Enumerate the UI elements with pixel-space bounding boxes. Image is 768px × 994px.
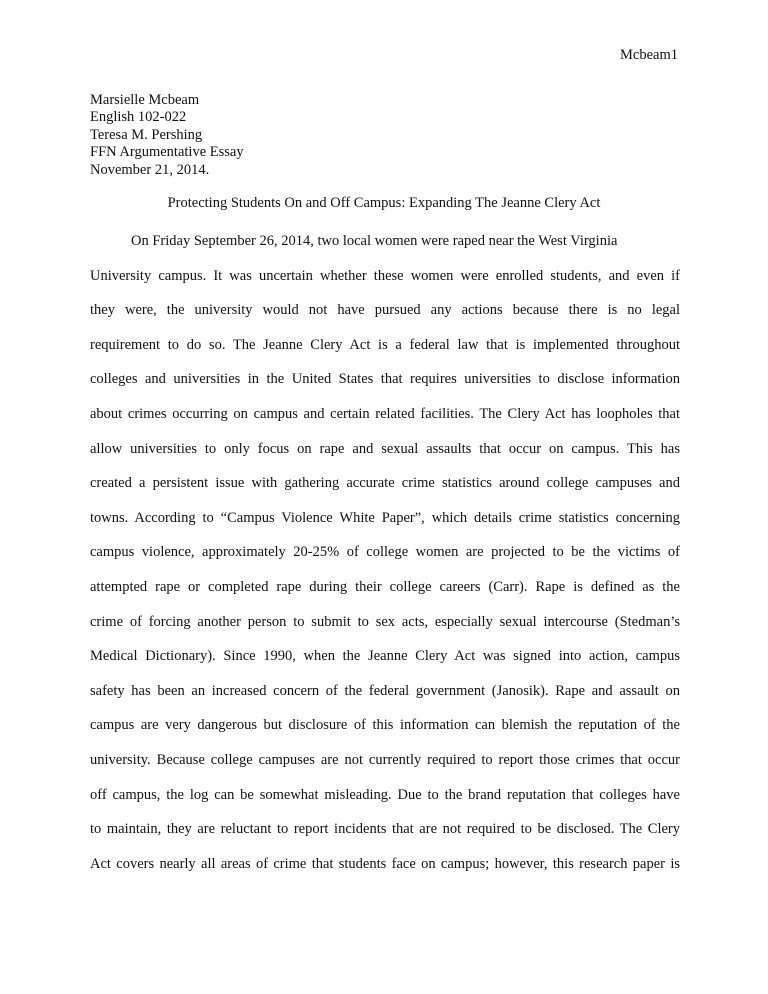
body-line: requirement to do so. The Jeanne Clery Act is a federal law that is implemented throughout xyxy=(90,336,680,353)
body-line: crime of forcing another person to submit to sex acts, especially sexual intercourse (Stedman’s xyxy=(90,613,680,630)
body-line: University campus. It was uncertain whether these women were enrolled students, and even if xyxy=(90,267,680,284)
body-line: colleges and universities in the United States that requires universities to disclose information xyxy=(90,371,680,388)
body-line: towns. According to “Campus Violence White Paper”, which details crime statistics concerning xyxy=(90,509,680,526)
essay-date: November 21, 2014. xyxy=(90,161,210,178)
body-paragraph xyxy=(90,232,680,889)
body-line: created a persistent issue with gathering accurate crime statistics around college campuses and xyxy=(90,475,680,492)
body-line: campus are very dangerous but disclosure of this information can blemish the reputation of the xyxy=(90,717,680,734)
body-line: about crimes occurring on campus and certain related facilities. The Clery Act has loopholes that xyxy=(90,405,680,422)
body-line: to maintain, they are reluctant to report incidents that are not required to be disclosed. The Clery xyxy=(90,821,680,838)
body-line: Medical Dictionary). Since 1990, when the Jeanne Clery Act was signed into action, campus xyxy=(90,648,680,665)
course-name: English 102-022 xyxy=(90,109,187,126)
body-line: Act covers nearly all areas of crime that students face on campus; however, this research paper is xyxy=(90,855,680,872)
body-line: off campus, the log can be somewhat misleading. Due to the brand reputation that colleges have xyxy=(90,786,680,803)
body-line: they were, the university would not have pursued any actions because there is no legal xyxy=(90,302,680,319)
body-line: On Friday September 26, 2014, two local women were raped near the West Virginia xyxy=(131,233,618,249)
instructor-name: Teresa M. Pershing xyxy=(90,126,203,143)
body-line: university. Because college campuses are not currently required to report those crimes that occur xyxy=(90,751,680,768)
body-line: allow universities to only focus on rape and sexual assaults that occur on campus. This has xyxy=(90,440,680,457)
essay-title: Protecting Students On and Off Campus: Expanding The Jeanne Clery Act xyxy=(167,195,601,211)
heading-block xyxy=(90,92,244,179)
body-line: attempted rape or completed rape during their college careers (Carr). Rape is defined as the xyxy=(90,578,680,595)
body-line: safety has been an increased concern of the federal government (Janosik). Rape and assault on xyxy=(90,682,680,699)
body-line: campus violence, approximately 20-25% of college women are projected to be the victims of xyxy=(90,544,680,561)
author-name: Marsielle Mcbeam xyxy=(90,92,200,108)
running-head: Mcbeam1 xyxy=(620,47,678,63)
assignment-name: FFN Argumentative Essay xyxy=(90,144,244,161)
